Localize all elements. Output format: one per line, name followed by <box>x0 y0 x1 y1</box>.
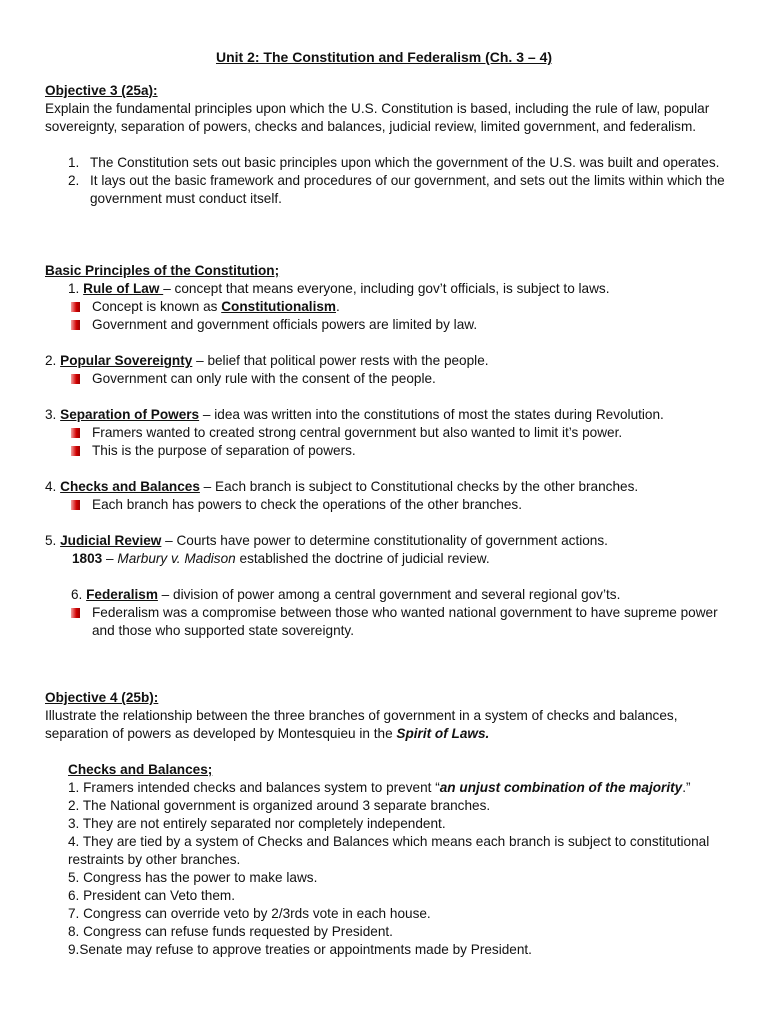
list-item: 1. Framers intended checks and balances system to prevent “an unjust combination of the majority.” <box>68 780 691 795</box>
bullet-item: Government can only rule with the consent of the people. <box>45 370 735 388</box>
bullet-item: Framers wanted to created strong central government but also wanted to limit it’s power. <box>45 424 735 442</box>
list-item: 5. Congress has the power to make laws. <box>68 870 318 885</box>
principle-federalism: 6. Federalism – division of power among a central government and several regional gov’ts. <box>71 587 621 602</box>
objective-4-section <box>45 689 735 959</box>
bullet-item: Government and government officials powers are limited by law. <box>45 316 735 334</box>
list-item: 7. Congress can override veto by 2/3rds vote in each house. <box>68 906 431 921</box>
principle-judicial-review: 5. Judicial Review – Courts have power to determine constitutionality of government actions. <box>45 533 608 548</box>
objective-4-text: Illustrate the relationship between the three branches of government in a system of checks and balances, separation of powers as developed by Montesquieu in the Spirit of Laws. <box>45 708 678 741</box>
list-item: 1. The Constitution sets out basic principles upon which the government of the U.S. was built and operates. <box>68 155 720 170</box>
judicial-review-detail: 1803 – Marbury v. Madison established the doctrine of judicial review. <box>72 551 490 566</box>
bullet-icon <box>71 500 80 510</box>
objective-3-heading: Objective 3 (25a): <box>45 83 158 98</box>
checks-balances-list <box>45 761 735 959</box>
page-title: Unit 2: The Constitution and Federalism (Ch. 3 – 4) <box>215 49 553 65</box>
objective-3-list <box>45 154 735 208</box>
objective-4-heading: Objective 4 (25b): <box>45 690 159 705</box>
principle-separation-of-powers: 3. Separation of Powers – idea was written into the constitutions of most the states during Revolution. <box>45 407 664 422</box>
bullet-icon <box>71 446 80 456</box>
principle-popular-sovereignty: 2. Popular Sovereignty – belief that political power rests with the people. <box>45 353 489 368</box>
bullet-icon <box>71 302 80 312</box>
checks-balances-heading: Checks and Balances; <box>68 762 213 777</box>
principles-section <box>45 262 735 640</box>
objective-3-section <box>45 82 735 208</box>
bullet-icon <box>71 320 80 330</box>
bullet-icon <box>71 374 80 384</box>
list-item: 9.Senate may refuse to approve treaties or appointments made by President. <box>68 942 532 957</box>
principles-heading: Basic Principles of the Constitution; <box>45 263 280 278</box>
list-item: 4. They are tied by a system of Checks and Balances which means each branch is subject to constitutional restraints by other branches. <box>68 834 710 867</box>
bullet-item: Each branch has powers to check the operations of the other branches. <box>45 496 735 514</box>
bullet-icon <box>71 608 80 618</box>
list-item: 8. Congress can refuse funds requested by President. <box>68 924 393 939</box>
bullet-item: Federalism was a compromise between those who wanted national government to have supreme power and those who supported state sovereignty. <box>45 604 735 640</box>
principle-rule-of-law: 1. Rule of Law – concept that means everyone, including gov’t officials, is subject to laws. <box>68 281 610 296</box>
objective-3-text: Explain the fundamental principles upon which the U.S. Constitution is based, including the rule of law, popular sovereignty, separation of powers, checks and balances, judicial review, limited government, and federalism. <box>45 101 710 134</box>
principle-checks-and-balances: 4. Checks and Balances – Each branch is subject to Constitutional checks by the other branches. <box>45 479 639 494</box>
list-item: 2. The National government is organized around 3 separate branches. <box>68 798 491 813</box>
list-item: 3. They are not entirely separated nor completely independent. <box>68 816 446 831</box>
bullet-item: Concept is known as Constitutionalism. <box>45 298 735 316</box>
list-item: 6. President can Veto them. <box>68 888 236 903</box>
bullet-item: This is the purpose of separation of powers. <box>45 442 735 460</box>
bullet-icon <box>71 428 80 438</box>
list-item: 2. It lays out the basic framework and procedures of our government, and sets out the limits within which the government must conduct itself. <box>68 173 725 206</box>
